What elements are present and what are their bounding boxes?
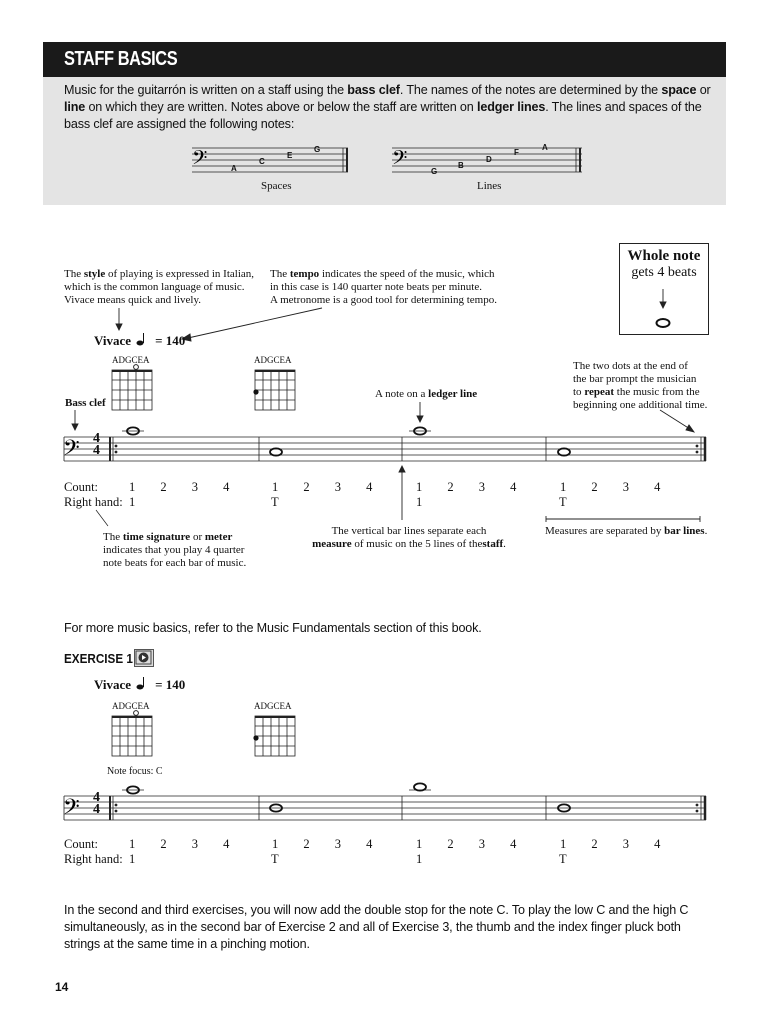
chord-diagram <box>255 716 295 756</box>
main-staff <box>64 431 706 461</box>
lines-label: Lines <box>477 180 502 192</box>
count-beats: 1 2 3 4 <box>416 480 517 494</box>
right-hand-finger: T <box>559 495 567 509</box>
count-beats: 1 2 3 4 <box>272 480 373 494</box>
right-hand-finger: T <box>271 495 279 509</box>
whole-note <box>558 448 570 455</box>
chord-diagram <box>112 370 152 410</box>
note-letter: D <box>486 155 492 164</box>
chord-label: ADGCEA <box>112 355 150 365</box>
note-letter: C <box>259 157 265 166</box>
time-signature: 4 4 <box>93 431 100 458</box>
count-beats: 1 2 3 4 <box>416 837 517 851</box>
bass-clef-label: Bass clef <box>65 397 106 409</box>
time-signature: 4 4 <box>93 790 100 817</box>
more-basics-text: For more music basics, refer to the Music Fundamentals section of this book. <box>64 621 482 635</box>
exercise-title: EXERCISE 1 <box>64 651 133 666</box>
whole-note <box>270 448 282 455</box>
note-focus: Note focus: C <box>107 766 163 777</box>
right-hand-label: Right hand: <box>64 852 123 866</box>
page-number: 14 <box>55 980 69 994</box>
bass-clef-icon: 𝄢 <box>392 146 408 174</box>
right-hand-finger: 1 <box>416 495 423 509</box>
count-beats: 1 2 3 4 <box>560 480 661 494</box>
count-beats: 1 2 3 4 <box>129 837 230 851</box>
note-letter: B <box>458 161 464 170</box>
ledger-annotation: A note on a ledger line <box>375 388 478 400</box>
tempo-annotation: The tempo indicates the speed of the music, which in this case is 140 quarter note beats per minute. A metronome is a good tool for determining tempo. <box>270 268 497 306</box>
play-icon[interactable] <box>135 650 153 666</box>
tempo-marking: Vivace = 140 <box>94 333 186 348</box>
note-letter: G <box>314 145 321 154</box>
right-hand-finger: T <box>271 852 279 866</box>
right-hand-finger: T <box>559 852 567 866</box>
spaces-label: Spaces <box>261 180 292 192</box>
measure-annotation: Measures are separated by bar lines. <box>545 525 708 537</box>
exercise-staff <box>64 790 706 820</box>
bass-clef-icon: 𝄢 <box>63 436 80 466</box>
tempo-marking: Vivace = 140 <box>94 677 186 692</box>
whole-note-box: Whole note gets 4 beats <box>619 243 709 335</box>
right-hand-finger: 1 <box>129 495 136 509</box>
count-beats: 1 2 3 4 <box>272 837 373 851</box>
count-beats: 1 2 3 4 <box>560 837 661 851</box>
bass-clef-icon: 𝄢 <box>192 146 208 174</box>
count-label: Count: <box>64 480 99 494</box>
repeat-annotation: The two dots at the end of the bar prompt the musician to repeat the music from the beginning one additional time. <box>573 360 708 411</box>
right-hand-finger: 1 <box>416 852 423 866</box>
intro-text: Music for the guitarrón is written on a staff using the bass clef. The names of the notes are determined by the space or line on which they are written. Notes above or below the staff are written on ledger lines. The lines and spaces of the bass clef are assigned the following notes: <box>64 83 711 131</box>
double-stop-paragraph: In the second and third exercises, you will now add the double stop for the note C. To play the low C and the high C simultaneously, as in the second bar of Exercise 2 and all of Exercise 3, the thumb and the index finger pluck both strings at the same time in a pinching motion. <box>64 903 689 951</box>
style-annotation: The style of playing is expressed in Italian, which is the common language of music. Vivace means quick and lively. <box>64 268 255 306</box>
chord-label: ADGCEA <box>112 701 150 711</box>
time-signature-annotation: The time signature or meter indicates that you play 4 quarter note beats for each bar of music. <box>103 531 247 569</box>
note-letter: E <box>287 151 293 160</box>
right-hand-label: Right hand: <box>64 495 123 509</box>
note-letter: A <box>231 164 237 173</box>
chord-label: ADGCEA <box>254 701 292 711</box>
chord-label: ADGCEA <box>254 355 292 365</box>
chord-diagram <box>112 716 152 756</box>
section-title: STAFF BASICS <box>64 48 178 70</box>
note-letter: G <box>431 167 438 176</box>
barline-annotation: The vertical bar lines separate each measure of music on the 5 lines of thestaff. <box>312 525 506 550</box>
note-letter: A <box>542 143 548 152</box>
count-label: Count: <box>64 837 99 851</box>
chord-diagram <box>255 370 295 410</box>
note-letter: F <box>514 148 519 157</box>
count-beats: 1 2 3 4 <box>129 480 230 494</box>
spaces-staff <box>192 148 348 172</box>
bass-clef-icon: 𝄢 <box>63 795 80 825</box>
right-hand-finger: 1 <box>129 852 136 866</box>
